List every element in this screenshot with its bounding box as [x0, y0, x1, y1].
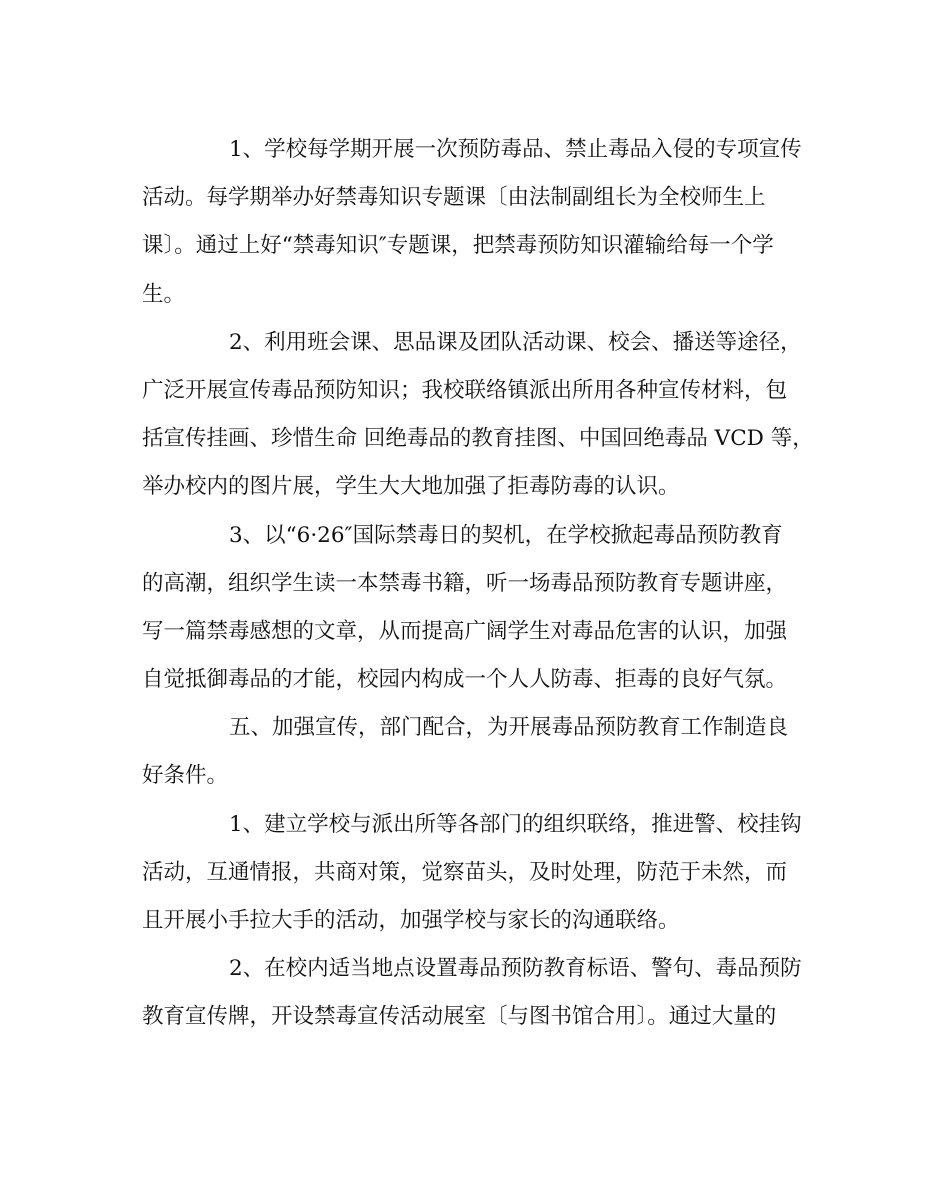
paragraph-4-line-3: 且开展小手拉大手的活动，加强学校与家长的沟通联络。: [142, 908, 680, 933]
paragraph-2-line-3: 括宣传挂画、珍惜生命 回绝毒品的教育挂图、中国回绝毒品 VCD 等，: [142, 426, 814, 452]
paragraph-3-line-2: 的高潮，组织学生读一本禁毒书籍，听一场毒品预防教育专题讲座，: [142, 570, 788, 596]
paragraph-1-line-2: 活动。每学期举办好禁毒知识专题课〔由法制副组长为全校师生上: [142, 185, 766, 211]
paragraph-1-line-3: 课〕。通过上好“禁毒知识″专题课，把禁毒预防知识灌输给每一个学: [142, 233, 774, 259]
paragraph-2-line-1: 2、利用班会课、思品课及团队活动课、校会、播送等途径，: [229, 329, 802, 355]
paragraph-5-line-2: 教育宣传牌，开设禁毒宣传活动展室〔与图书馆合用〕。通过大量的: [142, 1004, 777, 1030]
paragraph-1-line-4: 生。: [142, 281, 186, 307]
paragraph-4-line-2: 活动，互通情报，共商对策，觉察苗头，及时处理，防范于未然，而: [142, 859, 788, 885]
document-body: [142, 126, 812, 1042]
paragraph-2-line-2: 广泛开展宣传毒品预防知识；我校联络镇派出所用各种宣传材料，包: [142, 377, 788, 403]
paragraph-4-line-1: 1、建立学校与派出所等各部门的组织联络，推进警、校挂钩: [229, 811, 802, 837]
paragraph-2-line-4: 举办校内的图片展，学生大大地加强了拒毒防毒的认识。: [142, 474, 680, 500]
paragraph-3-line-4: 自觉抵御毒品的才能，校园内构成一个人人防毒、拒毒的良好气氛。: [142, 667, 788, 693]
paragraph-1-line-1: 1、学校每学期开展一次预防毒品、禁止毒品入侵的专项宣传: [229, 137, 802, 162]
section-heading-line-2: 好条件。: [142, 763, 229, 789]
section-heading-line-1: 五、加强宣传，部门配合，为开展毒品预防教育工作制造良: [229, 715, 789, 741]
paragraph-3-line-1: 3、以“6·26″国际禁毒日的契机，在学校掀起毒品预防教育: [229, 522, 783, 548]
paragraph-5-line-1: 2、在校内适当地点设置毒品预防教育标语、警句、毒品预防: [229, 956, 802, 982]
paragraph-3-line-3: 写一篇禁毒感想的文章，从而提高广阔学生对毒品危害的认识，加强: [142, 618, 788, 644]
